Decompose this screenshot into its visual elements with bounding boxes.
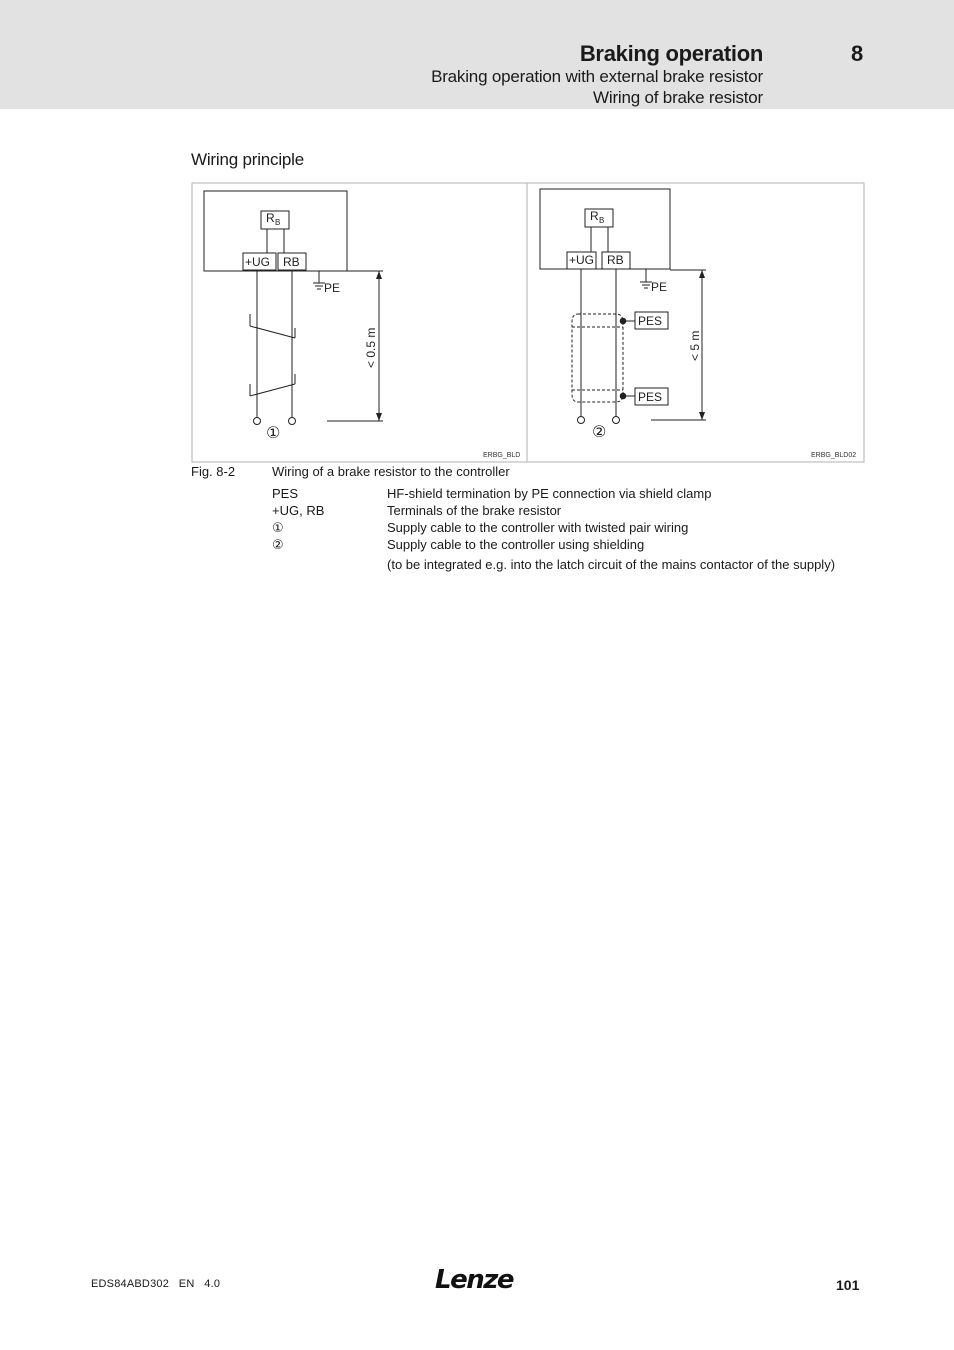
lenze-logo-text: Lenze [435, 1265, 513, 1295]
legend-value: Supply cable to the controller with twisted pair wiring [387, 520, 689, 535]
legend-key: PES [272, 486, 299, 501]
legend-key: ① [272, 520, 284, 535]
marker-1: ① [266, 425, 281, 442]
document-id: EDS84ABD302 EN 4.0 [91, 1278, 221, 1290]
lenze-logo-mark [435, 1262, 515, 1296]
legend-key: +UG, RB [272, 503, 325, 518]
pe-label-left: PE [324, 281, 341, 295]
page-title: Braking operation [579, 41, 763, 66]
left-panel [204, 191, 383, 425]
legend-value-note: (to be integrated e.g. into the latch circuit of the mains contactor of the supply) [387, 557, 836, 572]
legend-key: ② [272, 537, 284, 552]
legend-value: Supply cable to the controller using shielding [387, 537, 645, 552]
resistor-label-right: R [590, 209, 599, 223]
marker-2: ② [592, 424, 607, 441]
wiring-diagram [191, 182, 865, 463]
chapter-number: 8 [851, 41, 864, 66]
image-code-right: ERBG_BLD02 [811, 452, 857, 459]
header-band [0, 0, 954, 109]
pes-label-top: PES [638, 314, 663, 328]
page-subtitle: Braking operation with external brake resistor [431, 67, 763, 86]
resistor-label-left: R [266, 211, 275, 225]
lenze-logo [435, 1262, 515, 1301]
page-number: 101 [836, 1277, 860, 1293]
right-panel [540, 189, 706, 424]
figure-caption-text: Wiring of a brake resistor to the controller [272, 464, 510, 479]
distance-label-left: < 0.5 m [364, 327, 378, 368]
figure-caption-label: Fig. 8-2 [191, 464, 236, 479]
image-code-left: ERBG_BLD [483, 452, 521, 459]
page-subsubtitle: Wiring of brake resistor [593, 88, 763, 107]
terminal-ug-label-right: +UG [569, 253, 595, 267]
pes-label-bottom: PES [638, 390, 663, 404]
resistor-sub-left: B [275, 218, 281, 227]
terminal-rb-label-left: RB [283, 255, 300, 269]
legend-value: Terminals of the brake resistor [387, 503, 562, 518]
controller-box-right [540, 189, 670, 269]
resistor-sub-right: B [599, 216, 605, 225]
terminal-ug-label-left: +UG [245, 255, 271, 269]
pe-label-right: PE [651, 280, 668, 294]
section-heading: Wiring principle [191, 150, 305, 169]
cable-shield [572, 314, 623, 402]
wiring-figure [191, 182, 865, 463]
terminal-rb-label-right: RB [607, 253, 624, 267]
legend-value: HF-shield termination by PE connection via shield clamp [387, 486, 712, 501]
distance-label-right: < 5 m [688, 330, 702, 361]
